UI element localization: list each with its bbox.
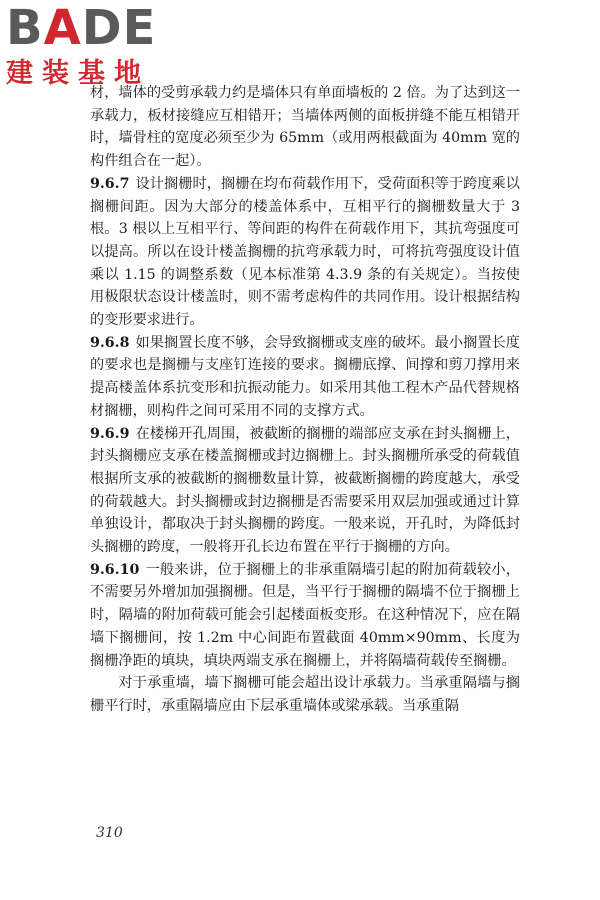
clause-9-6-9 <box>90 423 520 559</box>
clause-text: 一般来讲，位于搁栅上的非承重隔墙引起的附加荷载较小，不需要另外增加加强搁栅。但是，当平行于搁栅的隔墙不位于搁栅上时，隔墙的附加荷载可能会引起楼面板变形。在这种情况下，应在隔墙下搁栅间，按 1.2m 中心间距布置截面 40mm×90mm、长度为搁栅净距的填块，填块两端支承在搁栅上，并将隔墙荷载传至搁栅。 <box>90 561 520 669</box>
clause-9-6-8 <box>90 332 520 423</box>
clause-text: 在楼梯开孔周围，被截断的搁栅的端部应支承在封头搁栅上，封头搁栅应支承在楼盖搁栅或封边搁栅上。封头搁栅所承受的荷载值根据所支承的被截断的搁栅数量计算，被截断搁栅的跨度越大，承受的荷载越大。封头搁栅或封边搁栅是否需要采用双层加强或通过计算单独设计，都取决于封头搁栅的跨度。一般来说，开孔时，为降低封头搁栅的跨度，一般将开孔长边布置在平行于搁栅的方向。 <box>90 425 520 556</box>
document-body <box>90 82 520 718</box>
paragraph-bearing-wall: 对于承重墙，墙下搁栅可能会超出设计承载力。当承重隔墙与搁栅平行时，承重隔墙应由下层承重墙体或梁承载。当承重隔 <box>90 675 520 714</box>
clause-number: 9.6.9 <box>90 425 130 442</box>
clause-number: 9.6.8 <box>90 334 130 351</box>
clause-text: 如果搁置长度不够，会导致搁栅或支座的破坏。最小搁置长度的要求也是搁栅与支座钉连接的要求。搁栅底撑、间撑和剪刀撑用来提高楼盖体系抗变形和抗振动能力。如采用其他工程木产品代替规格材搁栅，则构件之间可采用不同的支撑方式。 <box>90 334 520 419</box>
clause-9-6-7 <box>90 173 520 332</box>
clause-text: 设计搁栅时，搁栅在均布荷载作用下，受荷面积等于跨度乘以搁栅间距。因为大部分的楼盖体系中，互相平行的搁栅数量大于 3 根。3 根以上互相平行、等间距的构件在荷载作用下，其抗弯强度可以提高。所以在设计楼盖搁栅的抗弯承载力时，可将抗弯强度设计值乘以 1.15 的调整系数（见本标准第 4.3.9 条的有关规定）。当按使用极限状态设计楼盖时，则不需考虑构件的共同作用。设计根据结构的变形要求进行。 <box>90 175 520 329</box>
logo-subtitle: 建装基地 <box>6 58 150 89</box>
bade-logo <box>6 0 176 96</box>
page-number: 310 <box>96 825 123 841</box>
clause-9-6-10 <box>90 559 520 673</box>
clause-number: 9.6.7 <box>90 175 130 192</box>
paragraph-continuation: 材，墙体的受剪承载力约是墙体只有单面墙板的 2 倍。为了达到这一承载力，板材接缝应互相错开；当墙体两侧的面板拼缝不能互相错开时，墙骨柱的宽度必须至少为 65mm（或用两根截面为 40mm 宽的构件组合在一起）。 <box>90 85 520 170</box>
clause-number: 9.6.10 <box>90 561 140 578</box>
logo-wordmark: BADE <box>6 0 157 56</box>
